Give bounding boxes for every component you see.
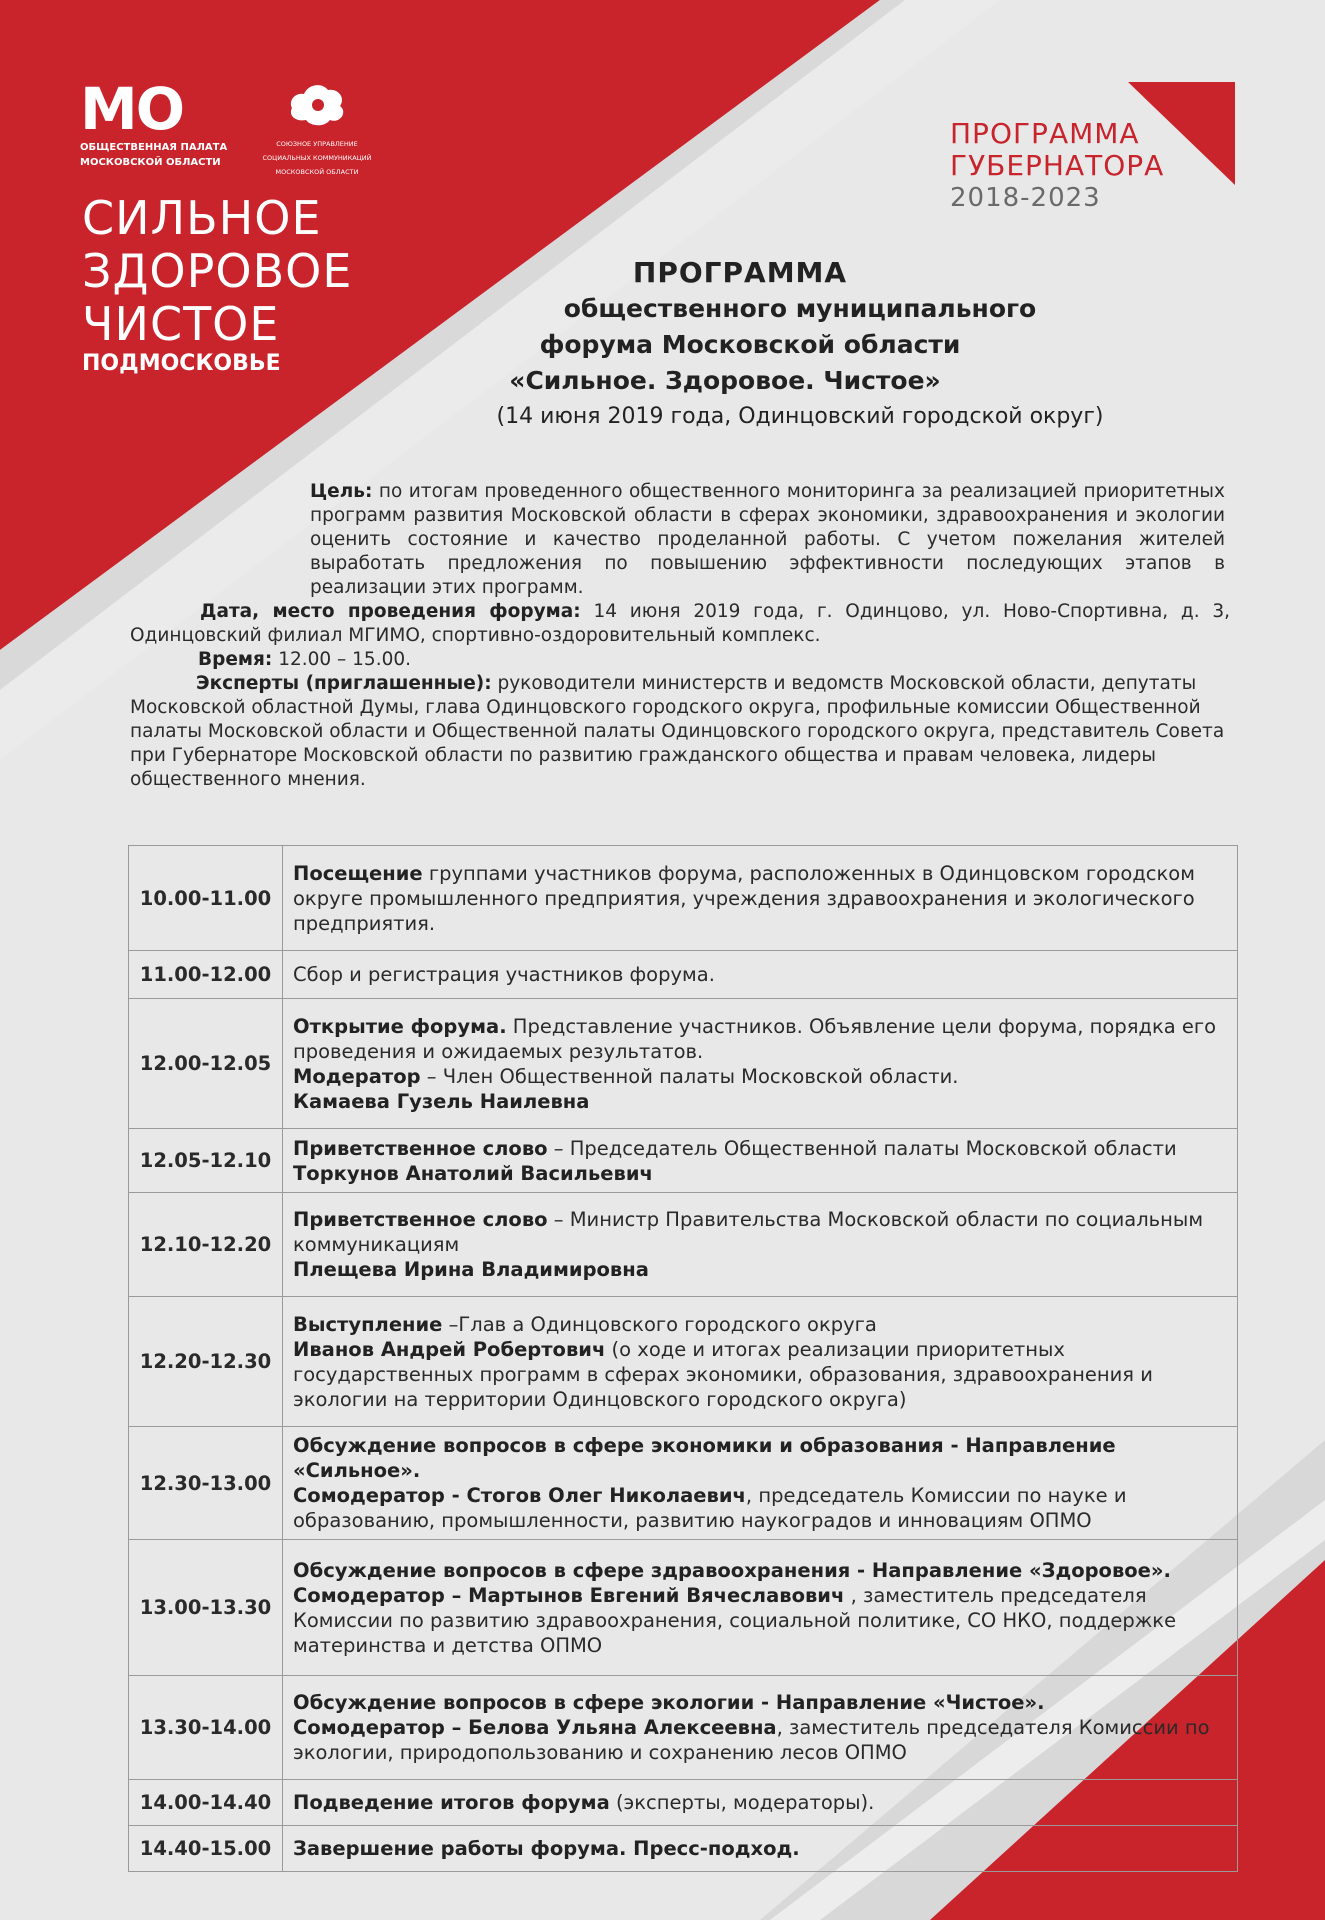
- time-cell: 12.30-13.00: [129, 1427, 283, 1540]
- table-row: [129, 1780, 1238, 1826]
- event-text: Сбор и регистрация участников форума.: [293, 963, 715, 986]
- title-date-place: (14 июня 2019 года, Одинцовский городской округ): [496, 404, 1104, 429]
- event-person: Камаева Гузель Наилевна: [293, 1089, 590, 1113]
- social-communications-logo: [252, 78, 382, 176]
- goal-label: Цель:: [310, 481, 373, 502]
- union-logo-caption-2: СОЦИАЛЬНЫХ КОММУНИКАЦИЙ: [262, 154, 372, 162]
- event-person-text: (о ходе и итогах реализации приоритетных государственных программ в сферах экономики, образования, здравоохранения и экологии на территории Одинцовского городского округа): [293, 1337, 1153, 1411]
- table-row: [129, 846, 1238, 951]
- time-cell: 13.00-13.30: [129, 1540, 283, 1676]
- slogan-line-1: СИЛЬНОЕ: [82, 191, 322, 245]
- title-line-3: «Сильное. Здоровое. Чистое»: [509, 366, 941, 395]
- event-cell: [283, 846, 1238, 951]
- event-title: Обсуждение вопросов в сфере здравоохранения - Направление «Здоровое».: [293, 1558, 1171, 1582]
- table-row: [129, 951, 1238, 999]
- event-cell: [283, 1297, 1238, 1427]
- title-line-2: форума Московской области: [539, 330, 961, 359]
- time-paragraph: [130, 648, 1230, 672]
- chamber-logo-caption-1: ОБЩЕСТВЕННАЯ ПАЛАТА: [80, 142, 228, 153]
- event-person: Плещева Ирина Владимировна: [293, 1258, 649, 1281]
- goal-text: по итогам проведенного общественного мониторинга за реализацией приоритетных программ развития Московской области в сферах экономики, здравоохранения и экологии оценить состояние и качество проделанной работы. С учетом пожелания жителей выработать предложения по повышению эффективности последующих этапов в реализации этих программ.: [310, 481, 1225, 598]
- event-role: Модератор: [293, 1064, 421, 1088]
- time-cell: 12.05-12.10: [129, 1129, 283, 1193]
- time-cell: 12.00-12.05: [129, 999, 283, 1129]
- event-title: Обсуждение вопросов в сфере экономики и образования - Направление «Сильное».: [293, 1434, 1116, 1482]
- event-title: Открытие форума.: [293, 1014, 507, 1038]
- chamber-logo-caption-2: МОСКОВСКОЙ ОБЛАСТИ: [80, 157, 221, 168]
- place-label: Дата, место проведения форума:: [200, 601, 581, 622]
- event-title: Приветственное слово: [293, 1208, 548, 1231]
- place-text: 14 июня 2019 года, г. Одинцово, ул. Ново-Спортивна, д. 3, Одинцовский филиал МГИМО, спортивно-оздоровительный комплекс.: [130, 601, 1230, 646]
- event-role: Сомодератор - Стогов Олег Николаевич: [293, 1484, 746, 1507]
- event-text: группами участников форума, расположенных в Одинцовском городском округе промышленного предприятия, учреждения здравоохранения и экологического предприятия.: [293, 861, 1195, 935]
- slogan-line-4: ПОДМОСКОВЬЕ: [82, 351, 281, 376]
- event-cell: [283, 1540, 1238, 1676]
- event-role: Сомодератор – Белова Ульяна Алексеевна: [293, 1716, 777, 1739]
- intro-section: [130, 480, 1230, 792]
- table-row: [129, 1826, 1238, 1872]
- time-cell: 12.20-12.30: [129, 1297, 283, 1427]
- event-role-text: , заместитель председателя Комиссии по экологии, природопользованию и сохранению лесов ОПМО: [293, 1716, 1210, 1764]
- chamber-logo-mark: МО: [80, 75, 184, 143]
- event-role: Сомодератор – Мартынов Евгений Вячеславович: [293, 1583, 845, 1607]
- event-role-text: – Член Общественной палаты Московской области.: [420, 1064, 959, 1088]
- event-text: – Председатель Общественной палаты Московской области: [547, 1136, 1177, 1160]
- time-text: 12.00 – 15.00.: [278, 649, 412, 670]
- slogan-line-3: ЧИСТОЕ: [82, 297, 280, 351]
- event-cell: [283, 1676, 1238, 1780]
- public-chamber-logo: [80, 75, 230, 170]
- event-title: Обсуждение вопросов в сфере экологии - Направление «Чистое».: [293, 1691, 1045, 1714]
- governor-program-years: 2018-2023: [950, 183, 1101, 213]
- event-title: Посещение: [293, 861, 423, 885]
- event-person: Иванов Андрей Робертович: [293, 1337, 606, 1361]
- governor-program-line-2: ГУБЕРНАТОРА: [950, 149, 1165, 182]
- event-title: Завершение работы форума. Пресс-подход.: [293, 1837, 800, 1860]
- event-title: Выступление: [293, 1312, 443, 1336]
- experts-paragraph: [130, 672, 1230, 792]
- time-cell: 11.00-12.00: [129, 951, 283, 999]
- event-cell: [283, 1427, 1238, 1540]
- union-logo-caption-3: МОСКОВСКОЙ ОБЛАСТИ: [275, 168, 359, 176]
- event-cell: [283, 1780, 1238, 1826]
- table-row: [129, 1540, 1238, 1676]
- event-person: Торкунов Анатолий Васильевич: [293, 1161, 653, 1185]
- place-paragraph: [130, 600, 1230, 648]
- event-title: Приветственное слово: [293, 1136, 548, 1160]
- slogan-line-2: ЗДОРОВОЕ: [82, 244, 353, 298]
- table-row: [129, 1193, 1238, 1297]
- event-role-text: , заместитель председателя Комиссии по развитию здравоохранения, социальной политике, СО НКО, поддержке материнства и детства ОПМО: [293, 1583, 1177, 1657]
- slogan-block: [82, 192, 352, 377]
- event-cell: [283, 1193, 1238, 1297]
- union-logo-caption-1: СОЮЗНОЕ УПРАВЛЕНИЕ: [276, 140, 358, 148]
- time-label: Время:: [198, 649, 273, 670]
- event-cell: [283, 1826, 1238, 1872]
- governor-program-line-1: ПРОГРАММА: [950, 117, 1140, 150]
- table-row: [129, 1297, 1238, 1427]
- experts-label: Эксперты (приглашенные):: [196, 673, 492, 694]
- event-cell: [283, 951, 1238, 999]
- table-row: [129, 1676, 1238, 1780]
- schedule-table: [128, 845, 1238, 1872]
- title-line-1: общественного муниципального: [563, 294, 1037, 323]
- event-title: Подведение итогов форума: [293, 1791, 610, 1814]
- document-title: [440, 255, 1160, 435]
- table-row: [129, 1129, 1238, 1193]
- experts-text: руководители министерств и ведомств Московской области, депутаты Московской областной Думы, глава Одинцовского городского округа, профильные комиссии Общественной палаты Московской области и Общественной палаты Одинцовского городского округа, представитель Совета при Губернаторе Московской области по развитию гражданского общества и правам человека, лидеры общественного мнения.: [130, 673, 1225, 790]
- table-row: [129, 1427, 1238, 1540]
- event-cell: [283, 999, 1238, 1129]
- event-text: – Министр Правительства Московской области по социальным коммуникациям: [293, 1208, 1204, 1256]
- event-text: Представление участников. Объявление цели форума, порядка его проведения и ожидаемых результатов.: [293, 1014, 1217, 1063]
- event-text: (эксперты, модераторы).: [609, 1791, 875, 1814]
- time-cell: 14.00-14.40: [129, 1780, 283, 1826]
- time-cell: 12.10-12.20: [129, 1193, 283, 1297]
- governor-program-logo: [950, 118, 1164, 214]
- title-heading: ПРОГРАММА: [632, 256, 848, 289]
- event-cell: [283, 1129, 1238, 1193]
- time-cell: 13.30-14.00: [129, 1676, 283, 1780]
- time-cell: 10.00-11.00: [129, 846, 283, 951]
- region-map-icon: [282, 78, 352, 130]
- table-row: [129, 999, 1238, 1129]
- goal-paragraph: [130, 480, 1230, 600]
- event-role-text: , председатель Комиссии по науке и образованию, промышленности, развитию наукоградов и инновациям ОПМО: [293, 1484, 1127, 1532]
- time-cell: 14.40-15.00: [129, 1826, 283, 1872]
- event-text: –Глав а Одинцовского городского округа: [442, 1312, 877, 1336]
